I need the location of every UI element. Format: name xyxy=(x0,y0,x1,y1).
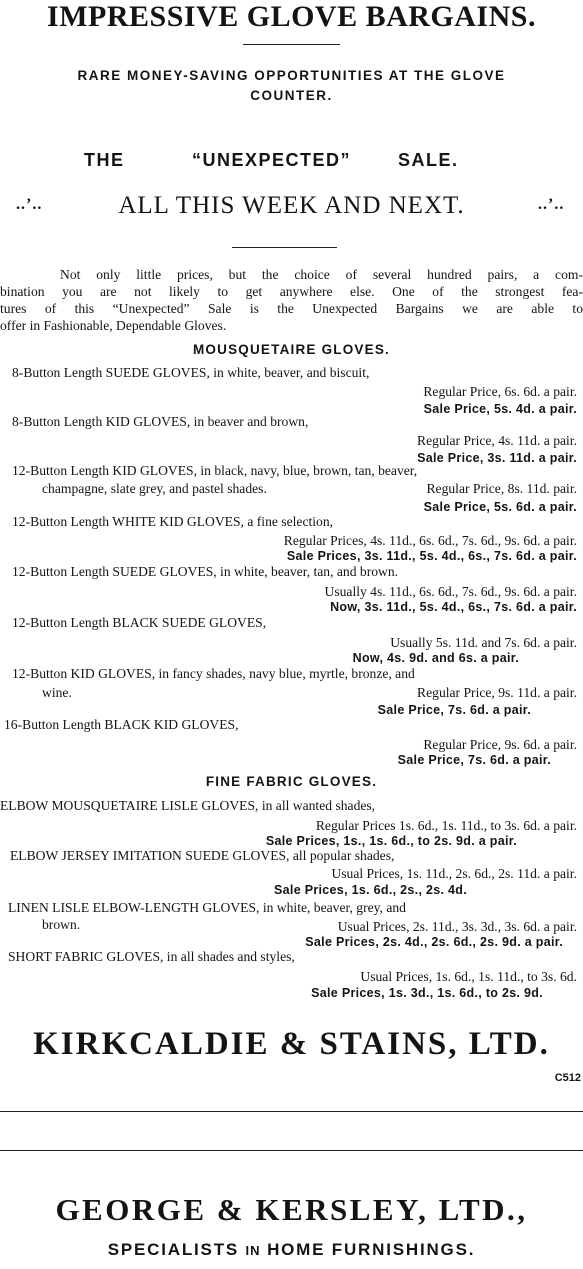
intro-paragraph xyxy=(0,266,583,334)
sale-price-line: Sale Price, 7s. 6d. a pair. xyxy=(377,703,531,717)
sale-title xyxy=(0,150,583,174)
price-line: Regular Price, 6s. 6d. a pair. xyxy=(423,384,577,399)
intro-line: tures of this “Unexpected” Sale is the Unexpected Bargains we are able to xyxy=(0,301,583,316)
sale-title-the: THE xyxy=(84,150,125,170)
next-ad-tagline xyxy=(0,1240,583,1260)
price-line: Regular Prices 1s. 6d., 1s. 11d., to 3s. 6d. a pair. xyxy=(315,818,577,833)
sale-price-line: Sale Prices, 2s. 4d., 2s. 6d., 2s. 9d. a pair. xyxy=(305,935,563,949)
tagline-home-furnishings: HOME FURNISHINGS. xyxy=(267,1240,476,1259)
sale-price-line: Sale Prices, 1s. 3d., 1s. 6d., to 2s. 9d. xyxy=(311,986,543,1000)
intro-line: bination you are not likely to get anywhere else. One of the strongest fea- xyxy=(0,284,583,299)
sale-price-line: Now, 3s. 11d., 5s. 4d., 6s., 7s. 6d. a pair. xyxy=(330,600,577,614)
sale-title-sale: SALE. xyxy=(398,150,459,170)
sale-price-line: Sale Price, 5s. 6d. a pair. xyxy=(423,500,577,514)
item-line: champagne, slate grey, and pastel shades. xyxy=(42,481,267,496)
price-line: Regular Price, 4s. 11d. a pair. xyxy=(417,433,577,448)
column-rule xyxy=(0,1150,583,1151)
price-line: Usual Prices, 2s. 11d., 3s. 3d., 3s. 6d. a pair. xyxy=(337,919,577,934)
ornament-left: ..’.. xyxy=(16,196,43,213)
item-line: 8-Button Length KID GLOVES, in beaver and brown, xyxy=(12,414,309,429)
price-line: Usually 5s. 11d. and 7s. 6d. a pair. xyxy=(390,635,577,650)
week-rule xyxy=(232,247,337,248)
intro-line: Not only little prices, but the choice of several hundred pairs, a com- xyxy=(60,267,583,282)
section-heading-fabric: FINE FABRIC GLOVES. xyxy=(205,774,378,789)
sale-price-line: Now, 4s. 9d. and 6s. a pair. xyxy=(352,651,519,665)
sale-price-line: Sale Prices, 1s., 1s. 6d., to 2s. 9d. a pair. xyxy=(265,834,517,848)
week-text: ALL THIS WEEK AND NEXT. xyxy=(118,192,465,219)
sale-price-line: Sale Price, 5s. 4d. a pair. xyxy=(423,402,577,416)
ad-code: C512 xyxy=(554,1072,581,1084)
price-line: Regular Price, 8s. 11d. pair. xyxy=(426,481,577,496)
headline-rule xyxy=(243,44,340,45)
item-line: 12-Button Length WHITE KID GLOVES, a fine selection, xyxy=(12,514,334,529)
column-rule xyxy=(0,1111,583,1112)
price-line: Usual Prices, 1s. 11d., 2s. 6d., 2s. 11d. a pair. xyxy=(331,866,577,881)
item-line: LINEN LISLE ELBOW-LENGTH GLOVES, in white, beaver, grey, and xyxy=(8,900,406,915)
price-line: Usually 4s. 11d., 6s. 6d., 7s. 6d., 9s. 6d. a pair. xyxy=(324,584,577,599)
item-line: SHORT FABRIC GLOVES, in all shades and styles, xyxy=(8,949,295,964)
item-line: 12-Button Length BLACK SUEDE GLOVES, xyxy=(12,615,267,630)
item-line: 8-Button Length SUEDE GLOVES, in white, beaver, and biscuit, xyxy=(12,365,370,380)
subheading: RARE MONEY-SAVING OPPORTUNITIES AT THE GLOVE COUNTER. xyxy=(77,68,506,103)
ornament-right: ..’.. xyxy=(538,196,565,213)
item-line: wine. xyxy=(42,685,72,700)
next-ad-name: GEORGE & KERSLEY, LTD., xyxy=(55,1192,528,1227)
section-heading-mousquetaire: MOUSQUETAIRE GLOVES. xyxy=(192,342,390,357)
intro-line: offer in Fashionable, Dependable Gloves. xyxy=(0,318,227,333)
item-line: 12-Button Length KID GLOVES, in black, navy, blue, brown, tan, beaver, xyxy=(12,463,418,478)
item-line: brown. xyxy=(42,917,81,932)
item-line: 12-Button KID GLOVES, in fancy shades, navy blue, myrtle, bronze, and xyxy=(12,666,415,681)
sale-title-unexpected: “UNEXPECTED” xyxy=(192,150,352,170)
advertiser-name: KIRKCALDIE & STAINS, LTD. xyxy=(33,1026,550,1062)
item-line: 16-Button Length BLACK KID GLOVES, xyxy=(4,717,239,732)
item-line: ELBOW JERSEY IMITATION SUEDE GLOVES, all popular shades, xyxy=(10,848,395,863)
tagline-specialists: SPECIALISTS xyxy=(107,1240,240,1259)
sale-price-line: Sale Price, 3s. 11d. a pair. xyxy=(417,451,577,465)
item-line: ELBOW MOUSQUETAIRE LISLE GLOVES, in all wanted shades, xyxy=(0,798,376,813)
price-line: Regular Price, 9s. 6d. a pair. xyxy=(423,737,577,752)
headline: IMPRESSIVE GLOVE BARGAINS. xyxy=(47,0,536,33)
sale-price-line: Sale Prices, 3s. 11d., 5s. 4d., 6s., 7s. 6d. a pair. xyxy=(286,549,577,563)
sale-price-line: Sale Prices, 1s. 6d., 2s., 2s. 4d. xyxy=(274,883,467,897)
item-line: 12-Button Length SUEDE GLOVES, in white, beaver, tan, and brown. xyxy=(12,564,399,579)
week-banner xyxy=(0,192,583,224)
sale-price-line: Sale Price, 7s. 6d. a pair. xyxy=(397,753,551,767)
price-line: Regular Prices, 4s. 11d., 6s. 6d., 7s. 6d., 9s. 6d. a pair. xyxy=(283,533,577,548)
price-line: Regular Price, 9s. 11d. a pair. xyxy=(417,685,577,700)
tagline-in: IN xyxy=(245,1243,261,1258)
price-line: Usual Prices, 1s. 6d., 1s. 11d., to 3s. 6d. xyxy=(360,969,577,984)
